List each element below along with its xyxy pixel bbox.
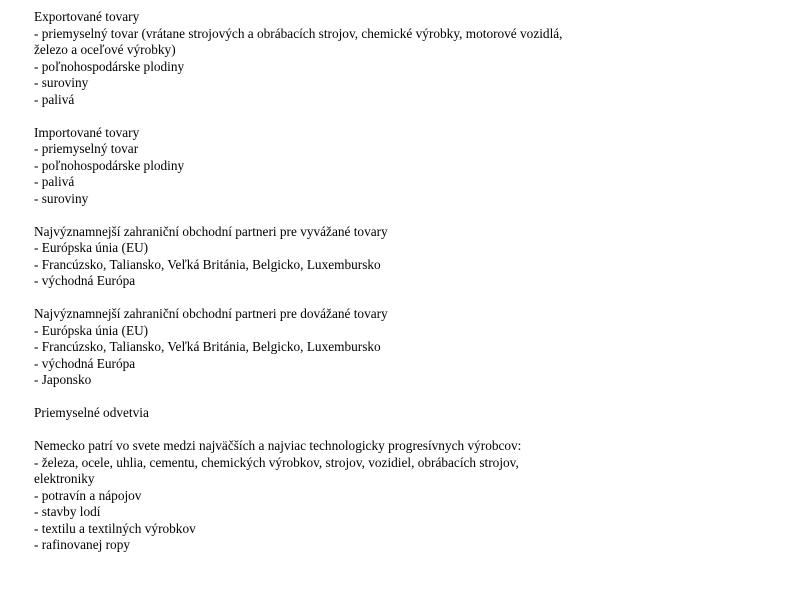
list-item: - priemyselný tovar: [34, 141, 139, 156]
section-export-partners: [34, 224, 574, 290]
list-item: - suroviny: [34, 190, 89, 206]
list-item: - železa, ocele, uhlia, cementu, chemických výrobkov, strojov, vozidiel, obrábacích strojov, elektroniky: [34, 454, 519, 486]
section-import-partners: [34, 306, 574, 389]
document-body: [34, 9, 574, 570]
list-item: - Európska únia (EU): [34, 240, 149, 255]
list-item: - Japonsko: [34, 372, 92, 387]
list-item: - Francúzsko, Taliansko, Veľká Británia, Belgicko, Luxembursko: [34, 339, 381, 354]
section-heading: Importované tovary: [34, 124, 140, 140]
list-item: - stavby lodí: [34, 504, 101, 519]
list-item: - poľnohospodárske plodiny: [34, 58, 185, 74]
list-item: - východná Európa: [34, 355, 136, 371]
list-item: - Európska únia (EU): [34, 322, 149, 338]
section-exported-goods: [34, 9, 574, 108]
section-manufacturers: [34, 438, 564, 554]
list-item: - potravín a nápojov: [34, 487, 142, 503]
list-item: - východná Európa: [34, 273, 136, 288]
section-heading: Exportované tovary: [34, 9, 140, 24]
list-item: - palivá: [34, 91, 75, 107]
section-heading: Nemecko patrí vo svete medzi najväčších a najviac technologicky progresívnych výrobcov:: [34, 438, 522, 453]
section-imported-goods: [34, 125, 574, 208]
list-item: - rafinovanej ropy: [34, 537, 130, 552]
list-item: - suroviny: [34, 75, 89, 90]
section-heading: Najvýznamnejší zahraniční obchodní partneri pre vyvážané tovary: [34, 223, 388, 239]
section-heading: Najvýznamnejší zahraniční obchodní partneri pre dovážané tovary: [34, 306, 388, 321]
list-item: - priemyselný tovar (vrátane strojových a obrábacích strojov, chemické výrobky, motorové vozidlá, železo a oceľové výrobky): [34, 25, 563, 57]
section-industries: [34, 405, 574, 422]
list-item: - Francúzsko, Taliansko, Veľká Británia, Belgicko, Luxembursko: [34, 256, 381, 272]
list-item: - palivá: [34, 174, 75, 189]
list-item: - poľnohospodárske plodiny: [34, 157, 185, 173]
section-heading: Priemyselné odvetvia: [34, 405, 149, 420]
list-item: - textilu a textilných výrobkov: [34, 520, 196, 536]
